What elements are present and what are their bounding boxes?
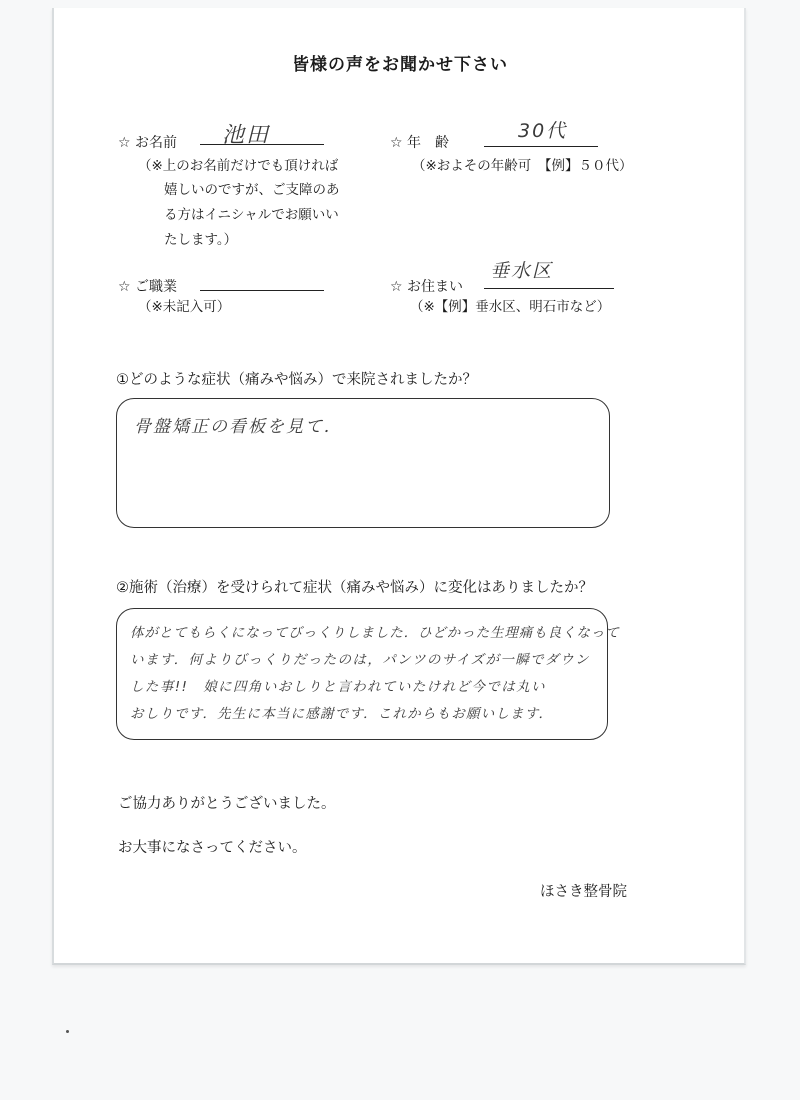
- question-2-answer-line-2: います．何よりびっくりだったのは，パンツのサイズが一瞬でダウン: [130, 652, 590, 668]
- address-note: （※【例】垂水区、明石市など）: [410, 299, 611, 315]
- question-1: ①どのような症状（痛みや悩み）で来院されましたか？: [116, 372, 477, 388]
- name-note-line-1: （※上のお名前だけでも頂ければ: [138, 158, 339, 174]
- scan-speck: [66, 1030, 69, 1033]
- occupation-note: （※未記入可）: [138, 299, 231, 315]
- name-handwritten-value: 池田: [222, 123, 271, 148]
- age-handwritten-value: 30代: [518, 120, 568, 142]
- thanks-message: ご協力ありがとうございました。: [118, 796, 336, 812]
- age-label: ☆ 年 齢: [390, 135, 450, 151]
- name-label: ☆ お名前: [118, 135, 178, 151]
- question-2-answer-line-4: おしりです．先生に本当に感謝です．これからもお願いします．: [130, 706, 554, 722]
- occupation-underline: [200, 264, 324, 291]
- address-handwritten-value: 垂水区: [490, 260, 554, 282]
- name-note-line-3: る方はイニシャルでお願いい: [164, 207, 339, 223]
- name-note-line-2: 嬉しいのですが、ご支障のあ: [164, 182, 340, 198]
- occupation-label: ☆ ご職業: [118, 279, 178, 295]
- question-2-answer-line-1: 体がとてもらくになってびっくりしました．ひどかった生理痛も良くなって: [130, 625, 620, 641]
- address-label: ☆ お住まい: [390, 279, 464, 295]
- question-1-handwritten-answer: 骨盤矯正の看板を見て．: [134, 417, 343, 437]
- take-care-message: お大事になさってください。: [118, 840, 307, 856]
- clinic-name: ほさき整骨院: [540, 884, 627, 900]
- age-note: （※およその年齢可 【例】５０代）: [412, 158, 633, 174]
- question-2: ②施術（治療）を受けられて症状（痛みや悩み）に変化はありましたか？: [116, 580, 593, 596]
- name-note-line-4: たします。）: [164, 232, 238, 248]
- page-title: 皆様の声をお聞かせ下さい: [292, 55, 508, 75]
- question-2-answer-line-3: した事!! 娘に四角いおしりと言われていたけれど今では丸い: [130, 679, 546, 695]
